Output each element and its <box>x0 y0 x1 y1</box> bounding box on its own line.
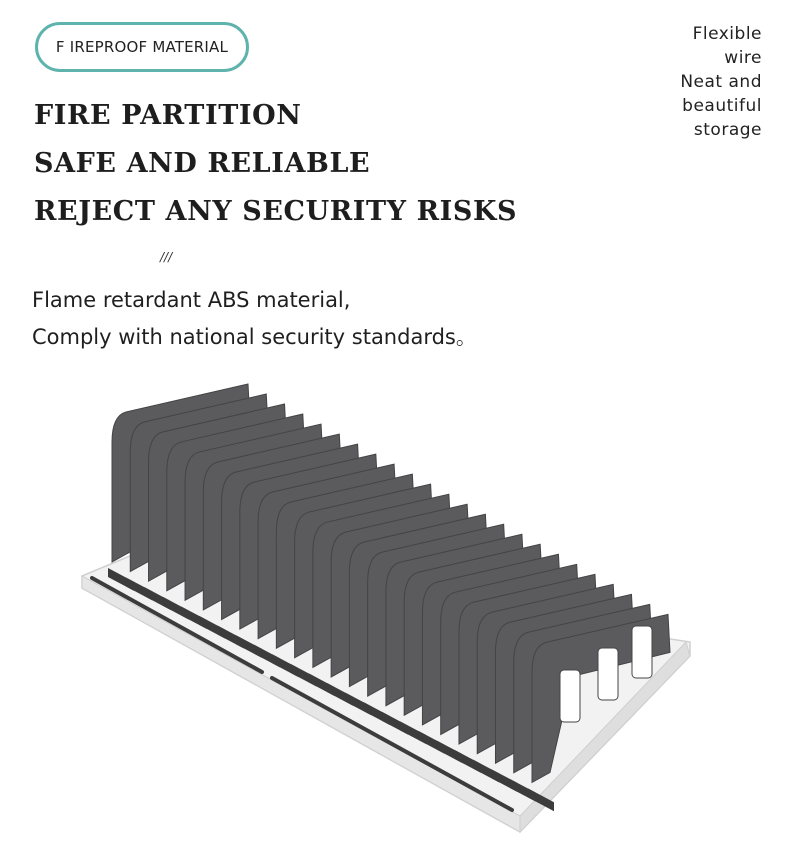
side-note-line: storage <box>693 120 762 140</box>
partition-window <box>560 670 580 722</box>
headline-safe-reliable: SAFE AND RELIABLE <box>34 148 371 179</box>
side-note-line: beautiful <box>682 96 762 116</box>
side-note <box>632 22 762 142</box>
cable-organizer-image <box>0 380 790 859</box>
badge-label: F IREPROOF MATERIAL <box>55 38 229 56</box>
partition-window <box>598 648 618 700</box>
fireproof-material-badge <box>35 22 249 72</box>
side-note-line: Neat and <box>680 72 762 92</box>
description-line-1: Flame retardant ABS material, <box>32 288 351 312</box>
description-line-2: Comply with national security standards。 <box>32 325 477 349</box>
partition-window <box>632 626 652 678</box>
headline-reject-risks: REJECT ANY SECURITY RISKS <box>34 196 518 227</box>
description <box>32 282 477 356</box>
side-note-line: wire <box>724 48 762 68</box>
headline-fire-partition: FIRE PARTITION <box>34 100 302 131</box>
side-note-line: Flexible <box>692 24 762 44</box>
divider-mark: /// <box>160 250 173 264</box>
